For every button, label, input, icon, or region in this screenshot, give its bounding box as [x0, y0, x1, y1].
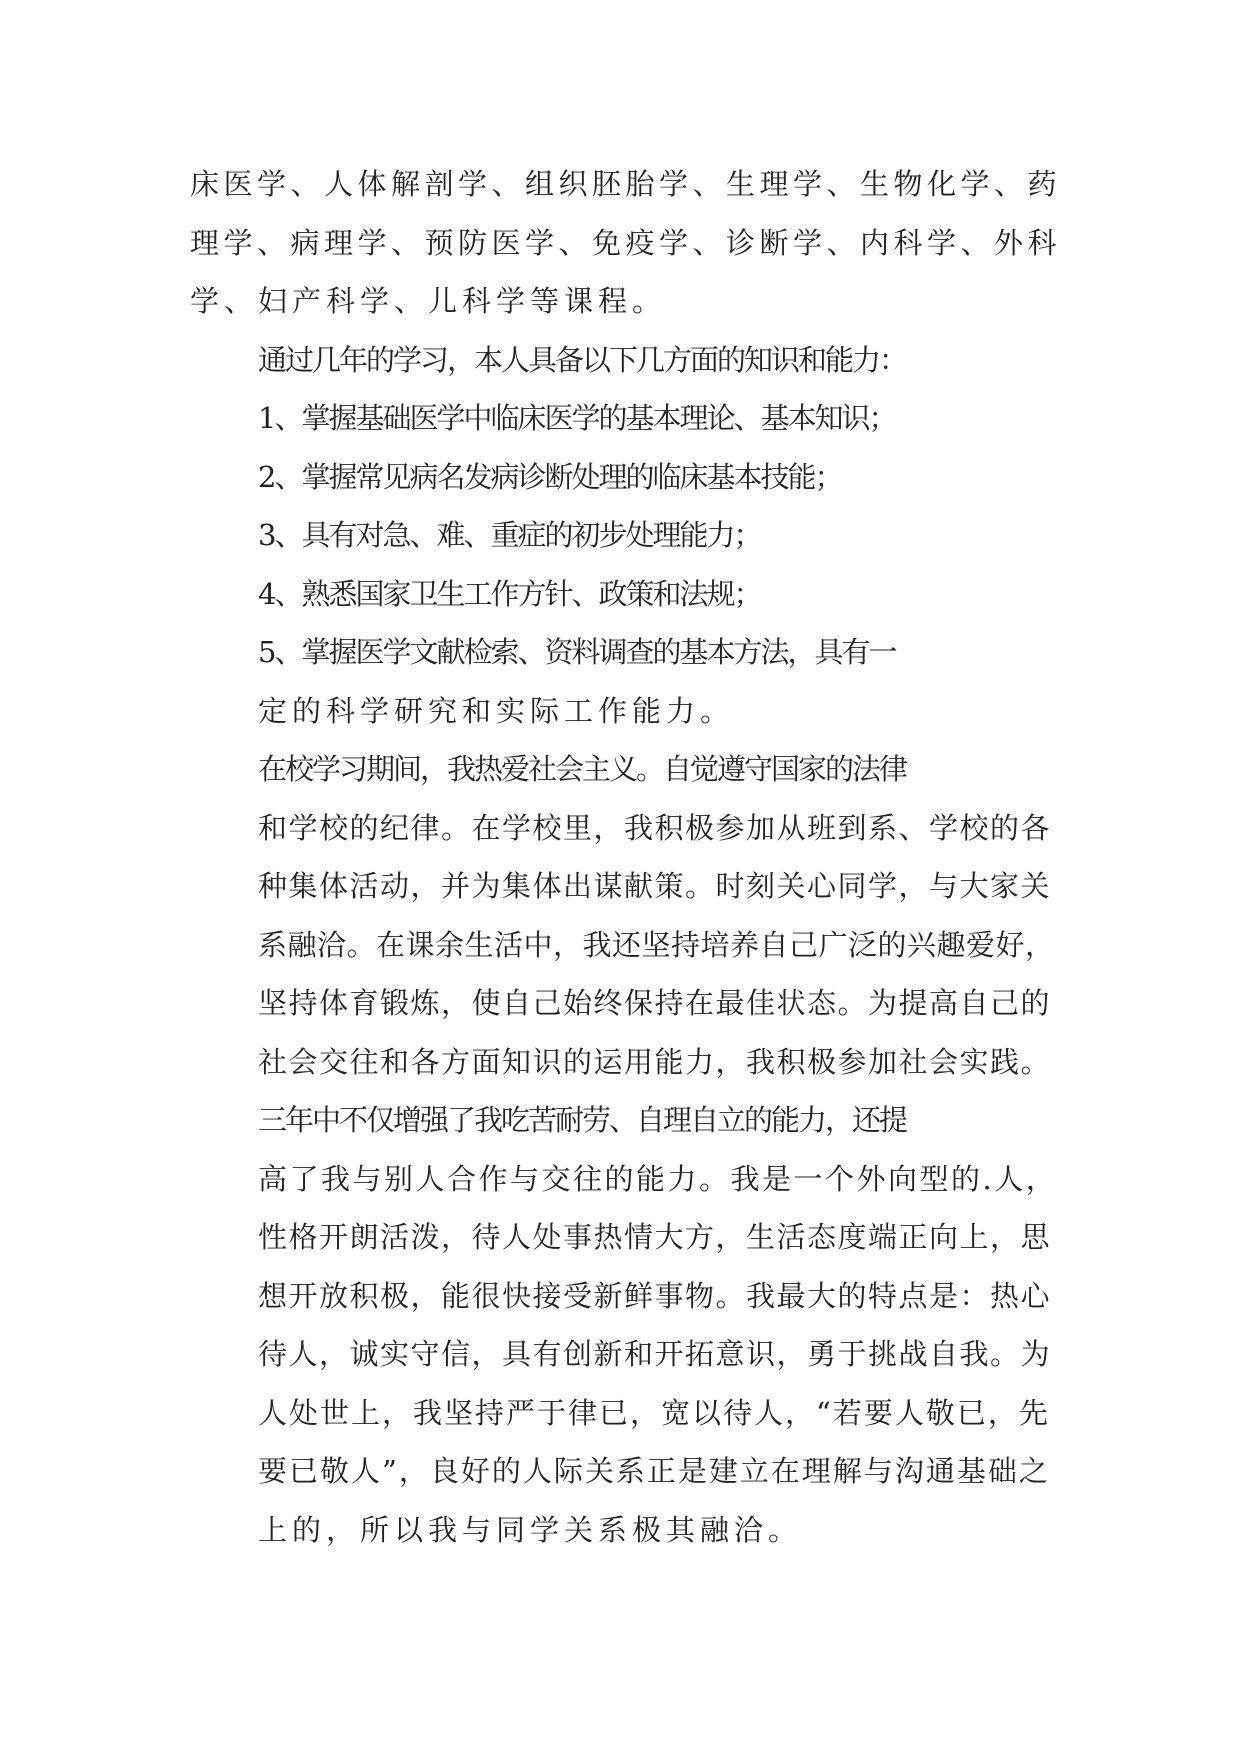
text-line: 想开放积极，能很快接受新鲜事物。我最大的特点是：热心 [258, 1278, 1052, 1313]
text-line: 定的科学研究和实际工作能力。 [258, 693, 735, 728]
paragraph-abilities-intro [190, 331, 1062, 390]
text-line: 和学校的纪律。在学校里，我积极参加从班到系、学校的各 [258, 810, 1052, 845]
text-line: 系融洽。在课余生活中，我还坚持培养自己广泛的兴趣爱好， [258, 927, 1055, 962]
text-line: 通过几年的学习，本人具备以下几方面的知识和能力： [258, 342, 907, 377]
text-line: 坚持体育锻炼，使自己始终保持在最佳状态。为提高自己的 [258, 986, 1052, 1020]
text-line: 要已敬人”，良好的人际关系正是建立在理解与沟通基础之 [258, 1454, 1050, 1488]
paragraph-school-life [190, 740, 1062, 1091]
text-line: 2、掌握常见病名发病诊断处理的临床基本技能； [258, 459, 842, 494]
text-line: 性格开朗活泼，待人处事热情大方，生活态度端正向上，思 [258, 1220, 1052, 1254]
text-line: 种集体活动，并为集体出谋献策。时刻关心同学，与大家关 [258, 869, 1052, 903]
paragraph-personality [190, 1091, 1062, 1559]
text-line: 4、熟悉国家卫生工作方针、政策和法规； [258, 576, 761, 611]
text-line: 床医学、人体解剖学、组织胚胎学、生理学、生物化学、药 [190, 167, 1062, 201]
text-line: 1、掌握基础医学中临床医学的基本理论、基本知识； [258, 401, 896, 435]
text-line: 社会交往和各方面知识的运用能力，我积极参加社会实践。 [258, 1044, 1052, 1079]
text-line: 待人，诚实守信，具有创新和开拓意识，勇于挑战自我。为 [258, 1337, 1052, 1371]
paragraph-item-3 [190, 506, 1062, 565]
paragraph-item-2 [190, 448, 1062, 507]
text-line: 3、具有对急、难、重症的初步处理能力； [258, 518, 761, 552]
text-line: 高了我与别人合作与交往的能力。我是一个外向型的.人， [258, 1161, 1058, 1196]
text-line: 三年中不仅增强了我吃苦耐劳、自理自立的能力，还提 [258, 1103, 907, 1137]
text-line: 上的，所以我与同学关系极其融洽。 [258, 1512, 803, 1547]
paragraph-item-5 [190, 623, 1062, 740]
text-line: 理学、病理学、预防医学、免疫学、诊断学、内科学、外科 [190, 225, 1062, 260]
paragraph-item-1 [190, 389, 1062, 448]
text-line: 5、掌握医学文献检索、资料调查的基本方法，具有一 [258, 635, 896, 669]
text-line: 学、妇产科学、儿科学等课程。 [190, 284, 667, 318]
text-line: 在校学习期间，我热爱社会主义。自觉遵守国家的法律 [258, 752, 907, 786]
text-line: 人处世上，我坚持严于律已，宽以待人，“若要人敬已，先 [258, 1395, 1050, 1430]
paragraph-courses [190, 155, 1062, 331]
paragraph-item-4 [190, 565, 1062, 624]
document-page [190, 155, 1062, 1559]
